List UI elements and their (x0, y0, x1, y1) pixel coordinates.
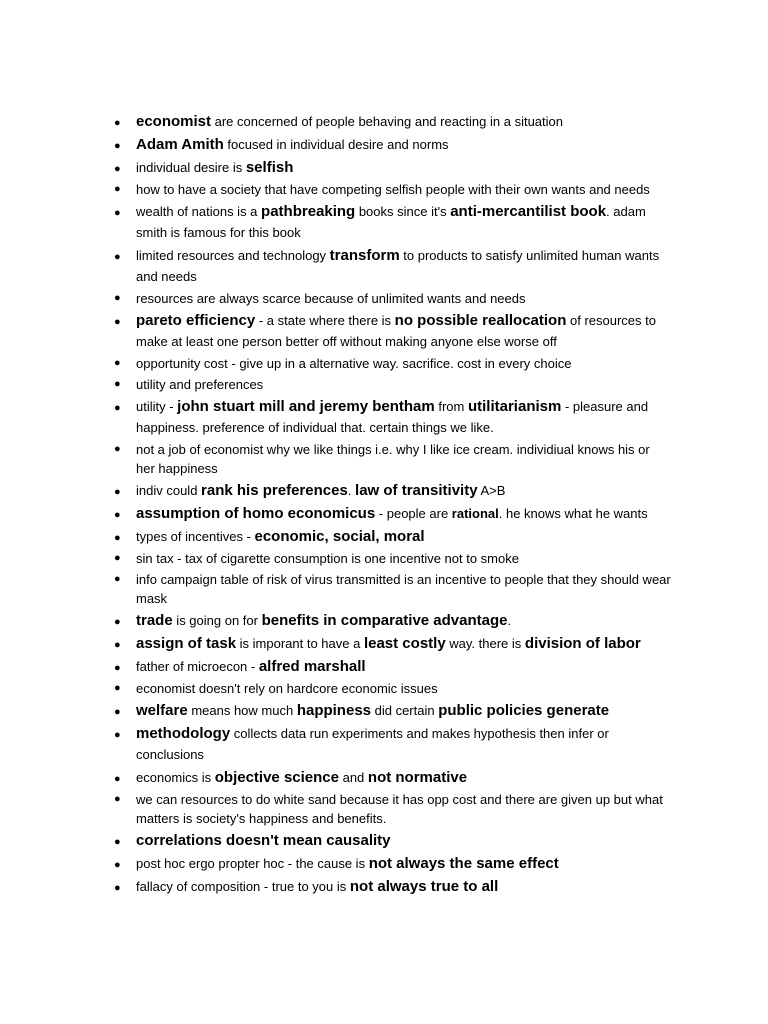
note-text: indiv could (136, 483, 202, 498)
note-text: economist doesn't rely on hardcore economic issues (136, 681, 438, 696)
list-item (112, 700, 672, 721)
note-text: sin tax - tax of cigarette consumption is one incentive not to smoke (136, 551, 519, 566)
list-item (112, 396, 672, 438)
bullet-icon: ● (114, 207, 121, 219)
list-item (112, 570, 672, 608)
note-text: utility and preferences (136, 377, 264, 392)
note-text: collects data run experiments and makes hypothesis then infer or conclusions (136, 726, 609, 762)
note-text: of resources to make at least one person better off without making anyone else worse off (136, 313, 656, 349)
note-text: from (434, 399, 468, 414)
note-text: means how much (187, 703, 297, 718)
note-text: fallacy of composition - true to you is (136, 879, 350, 894)
bold-term: economist (136, 113, 212, 130)
note-text: individual desire is (136, 160, 246, 175)
bullet-icon: ● (114, 443, 121, 455)
bold-term: utilitarianism (467, 398, 562, 415)
note-text: way. there is (445, 636, 525, 651)
bullet-icon: ● (114, 706, 121, 718)
list-item (112, 526, 672, 547)
note-text: is going on for (172, 613, 262, 628)
bold-term: selfish (245, 159, 294, 176)
list-item (112, 245, 672, 287)
notes-bullet-list (112, 111, 672, 899)
note-text: - pleasure and happiness. preference of individual that. certain things we like. (136, 399, 649, 435)
note-text: . (507, 613, 512, 628)
bold-term: happiness (296, 702, 371, 719)
note-text: post hoc ergo propter hoc - the cause is (136, 856, 369, 871)
bullet-icon: ● (114, 682, 121, 694)
list-item (112, 767, 672, 788)
bold-term: assign of task (136, 635, 237, 652)
bold-term: benefits in comparative advantage (261, 612, 508, 629)
note-text: info campaign table of risk of virus transmitted is an incentive to people that they should wear mask (136, 572, 671, 606)
list-item (112, 157, 672, 178)
bullet-icon: ● (114, 793, 121, 805)
list-item (112, 503, 672, 524)
note-text: limited resources and technology (136, 248, 330, 263)
bullet-icon: ● (114, 378, 121, 390)
bullet-icon: ● (114, 183, 121, 195)
list-item (112, 134, 672, 155)
bullet-icon: ● (114, 402, 121, 414)
note-text: focused in individual desire and norms (223, 137, 449, 152)
list-item (112, 354, 672, 373)
note-text: - a state where there is (255, 313, 395, 328)
note-text: . (347, 483, 356, 498)
bold-term: pareto efficiency (136, 312, 256, 329)
list-item (112, 289, 672, 308)
bold-term: methodology (136, 725, 231, 742)
note-text: books since it's (355, 204, 451, 219)
bullet-icon: ● (114, 773, 121, 785)
list-item (112, 201, 672, 243)
bullet-icon: ● (114, 140, 121, 152)
bold-term: least costly (363, 635, 446, 652)
list-item (112, 679, 672, 698)
note-text: and (338, 770, 368, 785)
bold-term: john stuart mill and jeremy bentham (177, 398, 435, 415)
bold-term: alfred marshall (258, 658, 366, 675)
bold-term: anti-mercantilist book (450, 203, 607, 220)
bullet-icon: ● (114, 639, 121, 651)
note-text: economics is (136, 770, 215, 785)
bold-term: public policies generate (438, 702, 610, 719)
bold-term: rational (451, 506, 499, 521)
note-text: we can resources to do white sand because it has opp cost and there are given up but what matters is society's happiness and benefits. (136, 792, 663, 826)
note-text: father of microecon - (136, 659, 259, 674)
note-text: is imporant to have a (236, 636, 364, 651)
note-text: utility - (136, 399, 178, 414)
note-text: . adam smith is famous for this book (136, 204, 646, 240)
note-text: - people are (375, 506, 452, 521)
bold-term: no possible reallocation (394, 312, 567, 329)
list-item (112, 111, 672, 132)
note-text: to products to satisfy unlimited human wants and needs (136, 248, 660, 284)
list-item (112, 830, 672, 851)
list-item (112, 876, 672, 897)
bullet-icon: ● (114, 357, 121, 369)
list-item (112, 180, 672, 199)
bold-term: transform (329, 247, 400, 264)
note-text: . he knows what he wants (498, 506, 648, 521)
note-text: opportunity cost - give up in a alternative way. sacrifice. cost in every choice (136, 356, 572, 371)
bullet-icon: ● (114, 552, 121, 564)
list-item (112, 375, 672, 394)
note-text: types of incentives - (136, 529, 255, 544)
bullet-icon: ● (114, 163, 121, 175)
bullet-icon: ● (114, 316, 121, 328)
note-text: resources are always scarce because of unlimited wants and needs (136, 291, 526, 306)
list-item (112, 853, 672, 874)
list-item (112, 790, 672, 828)
bullet-icon: ● (114, 486, 121, 498)
bullet-icon: ● (114, 117, 121, 129)
note-text: how to have a society that have competing selfish people with their own wants and needs (136, 182, 650, 197)
note-text: A>B (477, 483, 506, 498)
list-item (112, 656, 672, 677)
bullet-icon: ● (114, 859, 121, 871)
bullet-icon: ● (114, 882, 121, 894)
bold-term: correlations doesn't mean causality (136, 832, 391, 849)
bullet-icon: ● (114, 573, 121, 585)
bold-term: not normative (367, 769, 468, 786)
bullet-icon: ● (114, 836, 121, 848)
bold-term: trade (136, 612, 173, 629)
bold-term: Adam Amith (136, 136, 224, 153)
bold-term: objective science (214, 769, 339, 786)
bullet-icon: ● (114, 662, 121, 674)
bullet-icon: ● (114, 729, 121, 741)
note-text: wealth of nations is a (136, 204, 262, 219)
list-item (112, 633, 672, 654)
bold-term: rank his preferences (201, 482, 348, 499)
list-item (112, 440, 672, 478)
note-text: did certain (371, 703, 439, 718)
bold-term: not always the same effect (368, 855, 559, 872)
bold-term: law of transitivity (355, 482, 478, 499)
bullet-icon: ● (114, 509, 121, 521)
bold-term: welfare (136, 702, 188, 719)
bold-term: economic, social, moral (254, 528, 425, 545)
list-item (112, 480, 672, 501)
note-text: not a job of economist why we like things i.e. why I like ice cream. individiual knows his or her happiness (136, 442, 650, 476)
bold-term: division of labor (524, 635, 641, 652)
list-item (112, 610, 672, 631)
bold-term: not always true to all (349, 878, 499, 895)
bold-term: assumption of homo economicus (136, 505, 376, 522)
bullet-icon: ● (114, 292, 121, 304)
bullet-icon: ● (114, 251, 121, 263)
bullet-icon: ● (114, 616, 121, 628)
list-item (112, 549, 672, 568)
list-item (112, 310, 672, 352)
bold-term: pathbreaking (261, 203, 356, 220)
note-text: are concerned of people behaving and reacting in a situation (211, 114, 563, 129)
bullet-icon: ● (114, 532, 121, 544)
list-item (112, 723, 672, 765)
